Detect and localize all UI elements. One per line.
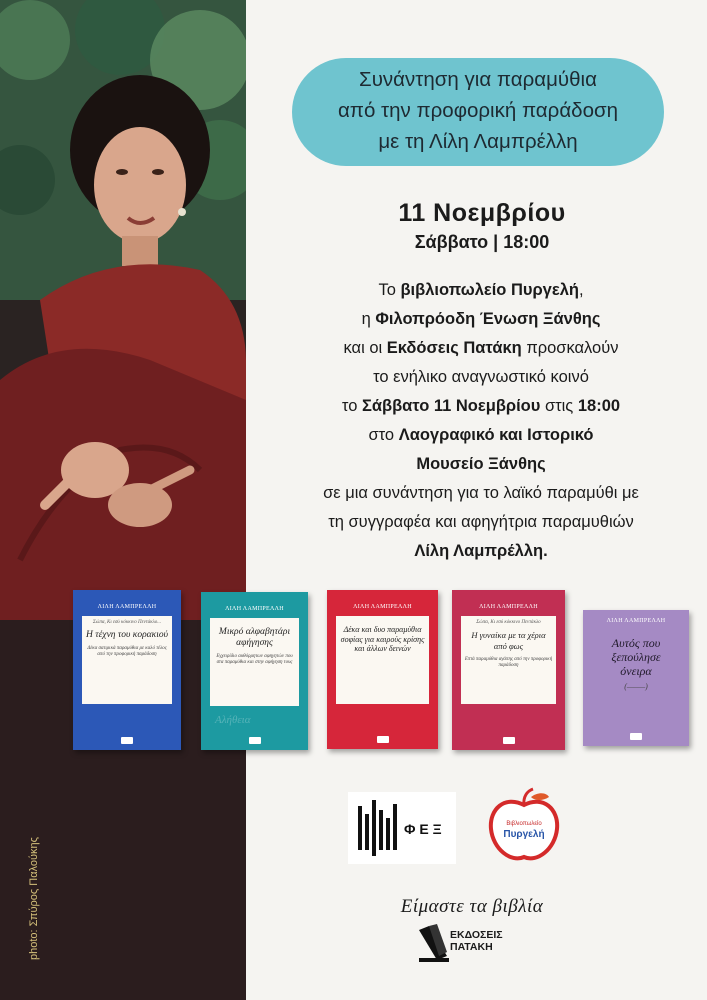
photo-credit: photo: Σπύρος Παλούκης [28,837,40,960]
body-line-1: Το βιβλιοπωλείο Πυργελή, [378,281,584,299]
book-author: ΛΙΛΗ ΛΑΜΠΡΕΛΛΗ [225,606,284,612]
book-title: Μικρό αλφαβητάρι αφήγησης [218,627,291,648]
book-title: Αυτός που ξεπούλησε όνειρα [611,636,661,678]
book-title: Η γυναίκα με τα χέρια από φως [471,630,546,651]
book-author: ΛΙΛΗ ΛΑΜΠΡΕΛΛΗ [97,604,157,610]
fez-logo-text: Φ Ε Ξ [404,821,442,837]
body-line-5: το Σάββατο 11 Νοεμβρίου στις 18:00 [341,397,621,415]
book-label [336,616,429,704]
publisher-mark-icon [121,737,133,744]
body-line-3: και οι Εκδόσεις Πατάκη προσκαλούν [343,339,619,357]
body-line-4: το ενήλικο αναγνωστικό κοινό [373,368,589,386]
book-author: ΛΙΛΗ ΛΑΜΠΡΕΛΛΗ [353,604,412,610]
book-cover-5 [583,610,689,746]
headline-text [292,64,664,157]
body-line-7: Μουσείο Ξάνθης [416,455,546,473]
book-title: Η τέχνη του κορακιού [86,630,168,640]
invitation-text [250,276,707,566]
book-cover-3 [327,590,438,749]
book-cover-2 [201,592,308,750]
publisher-mark-icon [630,733,642,740]
book-cover-4 [452,590,565,750]
publisher-mark-icon [249,737,261,744]
book-label: Σώπα, Κι εσύ κόκκινο Πεντάκλο Η γυναίκα με τα χέρια από φως Επτά παραμύθια αγάπης από την προφορική παράδοση [461,616,556,704]
book-label: Αυτός που ξεπούλησε όνειρα (—–—) [592,620,680,708]
book-watermark: Αλήθεια [215,714,251,726]
pyrgeli-logo-name: Πυργελή [503,829,545,840]
book-author: ΛΙΛΗ ΛΑΜΠΡΕΛΛΗ [606,618,666,624]
publisher-slogan: Είμαστε τα βιβλία [400,896,544,917]
headline-line-1: Συνάντηση για παραμύθια [359,68,597,91]
body-line-10: Λίλη Λαμπρέλλη. [414,542,548,560]
event-date: 11 Νοεμβρίου [398,199,566,227]
book-cover-1 [73,590,181,750]
publisher-mark-icon [503,737,515,744]
fez-logo [348,792,456,864]
body-line-8: σε μια συνάντηση για το λαϊκό παραμύθι με [323,484,639,502]
body-line-9: τη συγγραφέα και αφηγήτρια παραμυθιών [328,513,634,531]
patakis-publisher-name: ΕΚΔΟΣΕΙΣ ΠΑΤΑΚΗ [450,929,503,953]
book-author: ΛΙΛΗ ΛΑΜΠΡΕΛΛΗ [479,604,538,610]
author-photo [0,0,246,1000]
book-label: Σώπα, Κι εσύ κόκκινο Πεντάκλο... Η τέχνη του κορακιού Δέκα σατιρικά παραμύθια με καλό τέλος από την προφορική παράδοση [82,616,172,704]
pyrgeli-logo-top: Βιβλιοπωλείο [506,821,542,827]
body-line-2: η Φιλοπρόοδη Ένωση Ξάνθης [361,310,601,328]
fez-logo-icon [348,792,456,864]
publisher-mark-icon [377,736,389,743]
apple-logo-icon [485,787,563,865]
event-day-time: Σάββατο | 18:00 [414,232,550,252]
book-title: Δέκα και δυο παραμύθια σοφίας για καιρούς κρίσης και άλλων δεινών [340,625,425,653]
pyrgeli-bookstore-logo [485,787,563,865]
book-label: Μικρό αλφαβητάρι αφήγησης Εγχειρίδιο αυθόρμητων αφηγητών που στα παραμύθια και στην αφήγηση τους [210,618,299,706]
body-line-6: στο Λαογραφικό και Ιστορικό [368,426,594,444]
headline-line-2: από την προφορική παράδοση [337,99,619,122]
headline-line-3: με τη Λίλη Λαμπρέλλη [378,130,578,153]
